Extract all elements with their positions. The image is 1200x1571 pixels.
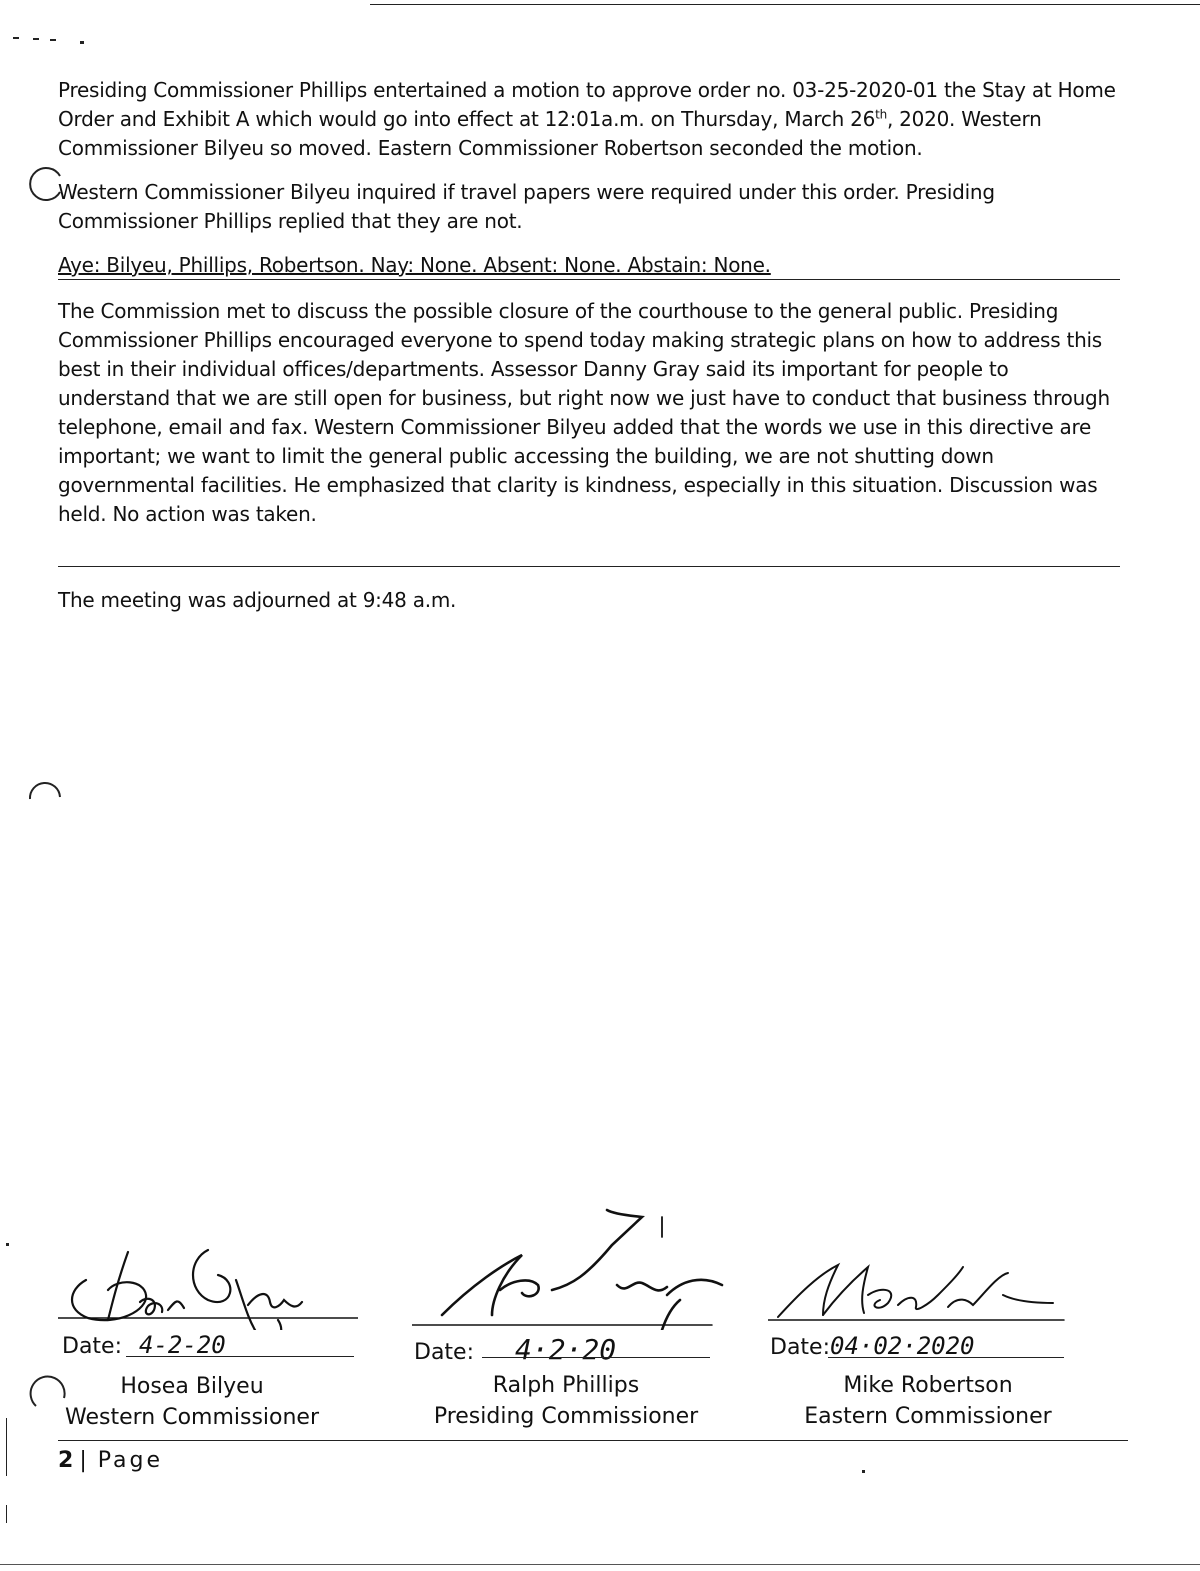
date-label: Date: xyxy=(62,1334,122,1359)
scan-speck xyxy=(6,1243,9,1246)
date-label: Date: xyxy=(414,1340,474,1365)
handwritten-signature xyxy=(768,1255,1068,1330)
commissioner-title: Presiding Commissioner xyxy=(433,1404,699,1429)
signature-block-robertson xyxy=(768,1255,1068,1440)
date-underline xyxy=(126,1356,354,1357)
date-row xyxy=(770,1332,975,1360)
footer-separator: | xyxy=(79,1448,90,1473)
signature-block-bilyeu xyxy=(58,1240,358,1440)
date-row xyxy=(62,1331,226,1359)
page-footer xyxy=(58,1448,163,1473)
travel-papers-paragraph: Western Commissioner Bilyeu inquired if travel papers were required under this order. Presiding Commissioner Phillips replied that they are not. xyxy=(58,180,995,233)
handwritten-date: 4-2-20 xyxy=(139,1331,226,1359)
scan-speck xyxy=(862,1470,865,1473)
scan-speck xyxy=(6,1418,7,1476)
scan-speck xyxy=(80,41,84,44)
scan-speck xyxy=(50,39,56,41)
motion-text: Presiding Commissioner Phillips entertained a motion to approve order no. 03-25-2020-01 the Stay at Home Order and Exhibit A which would go into effect at 12:01a.m. on Thursday, March 26 xyxy=(58,78,1116,131)
footer-divider xyxy=(58,1440,1128,1441)
scan-speck xyxy=(13,37,19,39)
vote-record xyxy=(58,252,1120,280)
handwritten-signature xyxy=(412,1205,732,1330)
date-underline xyxy=(828,1357,1064,1358)
commissioner-name: Ralph Phillips xyxy=(492,1373,640,1398)
handwritten-date: 04·02·2020 xyxy=(830,1332,975,1360)
page-label: Page xyxy=(97,1448,163,1473)
page-number: 2 xyxy=(58,1448,74,1473)
section-divider xyxy=(58,566,1120,567)
ordinal-suffix: th xyxy=(875,107,887,122)
date-underline xyxy=(482,1357,710,1358)
handwritten-date: 4·2·20 xyxy=(515,1333,617,1366)
scan-speck xyxy=(6,1505,7,1523)
adjournment-note: The meeting was adjourned at 9:48 a.m. xyxy=(58,588,457,612)
motion-paragraph xyxy=(58,76,1120,163)
date-label: Date: xyxy=(770,1335,830,1360)
motion-text-end: , 2020. Western Commissioner Bilyeu so moved. Eastern Commissioner Robertson seconded the motion. xyxy=(58,107,1042,160)
hole-punch-mark xyxy=(26,767,66,803)
handwritten-signature xyxy=(58,1240,358,1330)
scan-speck xyxy=(33,38,39,40)
commissioner-title: Western Commissioner xyxy=(64,1405,320,1430)
signature-block-phillips xyxy=(412,1205,712,1440)
date-row xyxy=(414,1333,616,1366)
commissioner-name: Hosea Bilyeu xyxy=(120,1374,264,1399)
commissioner-title: Eastern Commissioner xyxy=(804,1404,1052,1429)
courthouse-closure-paragraph: The Commission met to discuss the possible closure of the courthouse to the general public. Presiding Commissioner Phillips encouraged everyone to spend today making strategic plans on how to address this best in their individual offices/departments. Assessor Danny Gray said its important for people to understand that we are still open for business, but right now we just have to conduct that business through telephone, email and fax. Western Commissioner Bilyeu added that the words we use in this directive are important; we want to limit the general public accessing the building, we are not shutting down governmental facilities. He emphasized that clarity is kindness, especially in this situation. Discussion was held. No action was taken. xyxy=(58,299,1110,526)
bottom-edge-line xyxy=(0,1564,1200,1565)
commissioner-name: Mike Robertson xyxy=(843,1373,1013,1398)
vote-text: Aye: Bilyeu, Phillips, Robertson. Nay: None. Absent: None. Abstain: None. xyxy=(58,253,771,277)
top-edge-line xyxy=(370,4,1200,5)
